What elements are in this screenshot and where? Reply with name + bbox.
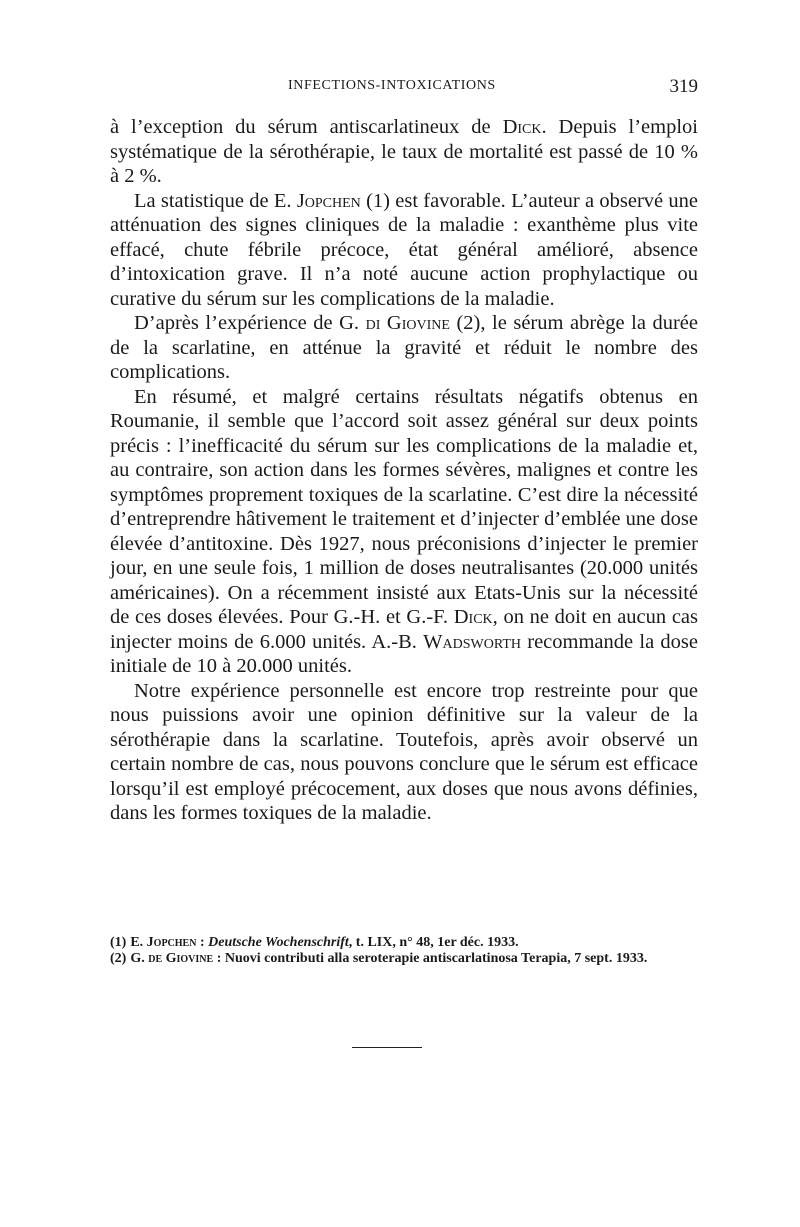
- paragraph-2-text-b: (1) est favorable. L’auteur a observé une atténuation des signes cliniques de la maladie : exanthème plus vite effacé, chute fébrile précoce, état général amélioré, absence d’intoxication grave. Il n’a noté aucune action prophylactique ou curative du sérum sur les complications de la maladie.: [110, 189, 698, 310]
- body-text: [110, 115, 698, 826]
- paragraph-3-text-b: (2), le sérum abrège la durée de la scarlatine, en atténue la gravité et réduit le nombre des complications.: [110, 312, 698, 383]
- footnote-marker: (2): [110, 951, 127, 966]
- author-name: Dick: [453, 606, 493, 628]
- paragraph-4-text-c: recommande la dose initiale de 10 à 20.000 unités.: [110, 630, 699, 677]
- paragraph-1-text-a: à l’exception du sérum antiscarlatineux de: [110, 116, 503, 138]
- paragraph-3: [110, 311, 698, 385]
- footnotes: [110, 935, 698, 967]
- paragraph-5: Notre expérience personnelle est encore trop restreinte pour que nous puissions avoir une opinion définitive sur la valeur de la sérothérapie dans la scarlatine. Toutefois, après avoir observé un certain nombre de cas, nous pouvons conclure que le sérum est efficace lorsqu’il est employé précocement, aux doses que nous avons définies, dans les formes toxiques de la maladie.: [110, 679, 698, 824]
- footnote-1: [110, 935, 698, 951]
- author-name: Jopchen: [296, 189, 361, 212]
- author-name: Wadsworth: [423, 630, 521, 653]
- running-head: INFECTIONS-INTOXICATIONS: [288, 78, 496, 93]
- paragraph-4: [110, 385, 698, 679]
- paragraph-4-text-b: , on ne doit en aucun cas injecter moins de 6.000 unités. A.-B.: [110, 606, 699, 653]
- footnote-2: [110, 951, 698, 967]
- footnote-separator: :: [213, 951, 225, 966]
- footnote-author: de Giovine: [148, 951, 214, 966]
- footnote-initial: G.: [130, 951, 149, 966]
- footnote-initial: E.: [130, 935, 147, 950]
- paragraph-4-text-a: En résumé, et malgré certains résultats négatifs obtenus en Roumanie, il semble que l’accord soit assez général sur deux points précis : l’inefficacité du sérum sur les complications de la maladie et, au contraire, son action dans les formes sévères, malignes et contre les symptômes proprement toxiques de la scarlatine. C’est dire la nécessité d’entreprendre hâtivement le traitement et d’injecter d’emblée une dose élevée d’antitoxine. Dès 1927, nous préconisions d’injecter le premier jour, en une seule fois, 1 million de doses neutralisantes (20.000 unités américaines). On a récemment insisté aux Etats-Unis sur la nécessité de ces doses élevées. Pour G.-H. et G.-F.: [110, 385, 698, 628]
- page-number: 319: [669, 76, 698, 97]
- footnote-citation: , t. LIX, n° 48, 1er déc. 1933.: [348, 935, 519, 950]
- closing-rule: [352, 1047, 422, 1048]
- footnote-citation: Nuovi contributi alla seroterapie antiscarlatinosa Terapia, 7 sept. 1933.: [224, 951, 648, 966]
- paragraph-3-text-a: D’après l’expérience de G.: [134, 312, 366, 334]
- paragraph-1: [110, 115, 698, 189]
- footnote-journal: Deutsche Wochenschrift: [208, 935, 349, 950]
- author-name: Dick: [502, 116, 542, 138]
- footnote-author: Jopchen: [146, 935, 197, 950]
- paragraph-1-text-b: . Depuis l’emploi systématique de la sérothérapie, le taux de mortalité est passé de 10 % à 2 %.: [110, 116, 698, 187]
- paragraph-2-text-a: La statistique de E.: [134, 189, 297, 212]
- footnote-marker: (1): [110, 935, 127, 950]
- paragraph-2: [110, 189, 698, 312]
- author-name: di Giovine: [365, 312, 450, 334]
- page-header: [110, 76, 700, 100]
- footnote-separator: :: [196, 935, 209, 950]
